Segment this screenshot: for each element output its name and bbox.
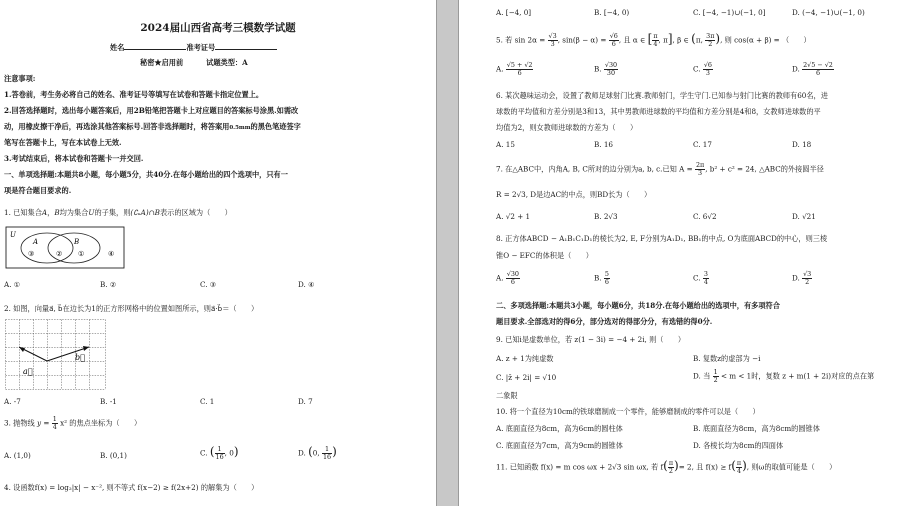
q3-option-a[interactable]: A. (1,0) (4, 451, 31, 460)
q2-vector-grid (5, 319, 107, 391)
q10-option-a[interactable]: A. 底面直径为8cm，高为6cm的圆柱体 (496, 424, 623, 433)
q5-option-a[interactable]: A. $\frac{√5 + √2}{6}$ (496, 61, 533, 77)
q1-option-c[interactable]: C. ③ (200, 280, 217, 289)
exam-page-right[interactable] (459, 0, 900, 506)
section2-heading-2: 题目要求.全部选对的得6分，部分选对的得部分分，有选错的得0分. (496, 317, 713, 326)
exam-title: 2024届山西省高考三模数学试题 (140, 22, 296, 34)
q4-stem: 4. 设函数f(x) = log₂|x| − x⁻², 则不等式 f(x−2) ≥ f(2x+2) 的解集为（ ） (4, 483, 259, 492)
q6-line-3: 均值为2，则女教师进球数的方差为（ ） (496, 123, 638, 132)
q7-option-b[interactable]: B. 2√3 (594, 212, 618, 221)
q5-option-d[interactable]: D. $\frac{2√5 - √2}{6}$ (792, 61, 833, 77)
q6-line-2: 球数的平均值和方差分别是3和13，其中男教师进球数的平均值和方差分别是4和8，女教师进球数的平 (496, 107, 821, 116)
secret-label: 秘密★启用前 (140, 58, 184, 67)
vector-b-label: b⃗ (75, 353, 85, 362)
venn-region-1: ① (78, 250, 85, 258)
q2-stem: 2. 如图，向量a⃗, b⃗在边长为1的正方形网格中的位置如图所示，则a⃗·b⃗＝（ ） (4, 304, 259, 313)
q3-fraction: $\frac{1}{4}$ (52, 415, 57, 431)
page-gutter (436, 0, 459, 506)
note-3: 3.考试结束后，将本试卷和答题卡一并交回. (4, 154, 144, 163)
q5-option-c[interactable]: C. $\frac{√6}{3}$ (693, 61, 712, 77)
q7-option-c[interactable]: C. 6√2 (693, 212, 717, 221)
q1-option-d[interactable]: D. ④ (298, 280, 315, 289)
note-2-text-b: 的黑色笔迹签字 (250, 122, 301, 131)
q1-stem: 1. 已知集合A，B均为集合U的子集，则(∁ᵤA)∩B表示的区域为（ ） (4, 208, 232, 217)
section2-heading-1: 二、多项选择题:本题共3小题，每小题6分，共18分.在每小题给出的选项中，有多项符合 (496, 301, 780, 310)
q7-option-d[interactable]: D. √21 (792, 212, 816, 221)
q6-line-1: 6. 某次趣味运动会，设置了教师足球射门比赛.教师射门，学生守门.已知参与射门比赛的教师有60名，进 (496, 91, 828, 100)
q2-option-b[interactable]: B. -1 (100, 397, 117, 406)
q5-stem: 5. 若 sin 2α = $\frac{√3}{3}$ , sin(β − α) = $\frac{√6}{6}$ , 且 α ∈ [ $\frac{\pi}{4}$ , π], β ∈ (π, $\frac{3\pi}{2}$ ), 则 cos(α + β) = （ ） (496, 31, 811, 48)
q4-option-b[interactable]: B. [−4, 0) (594, 8, 630, 17)
q10-option-d[interactable]: D. 各棱长均为8cm的四面体 (693, 441, 784, 450)
q3-option-b[interactable]: B. (0,1) (100, 451, 127, 460)
q9-option-b[interactable]: B. 复数z的虚部为 −i (693, 354, 761, 363)
q8-option-c[interactable]: C. $\frac{3}{4}$ (693, 270, 708, 286)
q1-option-b[interactable]: B. ② (100, 280, 117, 289)
q2-option-c[interactable]: C. 1 (200, 397, 215, 406)
vector-a-label: a⃗ (23, 367, 33, 376)
q6-option-a[interactable]: A. 15 (496, 140, 515, 149)
note-2-text-a: 动，用橡皮擦干净后，再选涂其他答案标号.回答非选择题时，将答案用 (4, 122, 230, 131)
q10-option-b[interactable]: B. 底面直径为8cm，高为8cm的圆锥体 (693, 424, 820, 433)
q8-line-2: 锥O − EFC的体积是（ ） (496, 251, 593, 260)
note-2-end: 笔写在答题卡上，写在本试卷上无效. (4, 138, 122, 147)
name-label: 姓名 (110, 43, 125, 52)
q3-stem: 3. 抛物线 y = $\frac{1}{4}$ x² 的焦点坐标为（ ） (4, 415, 142, 431)
q11-stem: 11. 已知函数 f(x) = m cos ωx + 2√3 sin ωx, 若 f( $\frac{\pi}{2}$ )= 2, 且 f(x) ≥ f( $\frac{\pi}{4}$ ), 则ω的取值可能是（ ） (496, 458, 837, 475)
venn-u-label: U (10, 231, 16, 239)
q7-line-2: R = 2√3, D是边AC的中点，则BD长为（ ） (496, 190, 652, 199)
type-label: 试题类型：A (206, 58, 248, 67)
q4-option-c[interactable]: C. [−4, −1)∪(−1, 0] (693, 8, 766, 17)
q8-option-a[interactable]: A. $\frac{√30}{6}$ (496, 270, 519, 286)
q7-line-1: 7. 在△ABC中，内角A, B, C所对的边分别为a, b, c.已知 A = $\frac{2\pi}{3}$ , b² + c² = 24, △ABC的外接圆半径 (496, 161, 824, 177)
q10-option-c[interactable]: C. 底面直径为7cm，高为9cm的圆锥体 (496, 441, 623, 450)
exam-page-left[interactable] (0, 0, 436, 506)
q8-option-d[interactable]: D. $\frac{√3}{2}$ (792, 270, 812, 286)
venn-a-label: A (33, 238, 39, 246)
note-1: 1.答卷前，考生务必将自己的姓名、准考证号等填写在试卷和答题卡指定位置上。 (4, 90, 264, 99)
vector-b-arrowhead (83, 346, 89, 351)
note-2-cont (4, 122, 301, 133)
q9-option-a[interactable]: A. z + 1为纯虚数 (496, 354, 554, 363)
section1-heading-1: 一、单项选择题:本题共8小题，每小题5分，共40分.在每小题给出的四个选项中，只有一 (4, 170, 288, 179)
q9-stem: 9. 已知i是虚数单位，若 z(1 − 3i) = −4 + 2i, 则（ ） (496, 335, 686, 344)
pen-size: 0.5mm (229, 125, 251, 131)
q10-stem: 10. 将一个直径为10cm的铁球磨制成一个零件，能够磨制成的零件可以是（ ） (496, 407, 760, 416)
q2-option-a[interactable]: A. -7 (4, 397, 21, 406)
q3-option-d[interactable]: D. (0, $\frac{1}{16}$ ) (298, 444, 337, 461)
q8-line-1: 8. 正方体ABCD − A₁B₁C₁D₁的棱长为2, E, F分别为A₁D₁, BB₁的中点, O为底面ABCD的中心，则三棱 (496, 234, 828, 243)
q3-option-c[interactable]: C. ( $\frac{1}{16}$ , 0) (200, 444, 239, 461)
name-blank[interactable] (124, 42, 186, 50)
q8-option-b[interactable]: B. $\frac{5}{6}$ (594, 270, 609, 286)
q6-option-d[interactable]: D. 18 (792, 140, 812, 149)
q1-option-a[interactable]: A. ① (4, 280, 21, 289)
grid-lines (6, 320, 106, 390)
notes-title: 注意事项: (4, 74, 36, 83)
name-ticket-line (110, 42, 277, 53)
venn-region-4: ④ (108, 250, 115, 258)
q2-option-d[interactable]: D. 7 (298, 397, 313, 406)
vector-a-arrowhead (19, 347, 25, 352)
section1-heading-2: 项是符合题目要求的. (4, 186, 72, 195)
venn-region-3: ③ (28, 250, 35, 258)
q6-option-c[interactable]: C. 17 (693, 140, 712, 149)
q4-option-d[interactable]: D. (−4, −1)∪(−1, 0) (792, 8, 865, 17)
q9-option-c[interactable]: C. |z̄ + 2i| = √10 (496, 373, 557, 382)
q9-option-d[interactable]: D. 当 $\frac{1}{2}$ < m < 1时，复数 z + m(1 + 2i)对应的点在第 (693, 368, 875, 384)
note-2: 2.回答选择题时，选出每小题答案后，用2B铅笔把答题卡上对应题目的答案标号涂黑.如需改 (4, 106, 299, 115)
ticket-blank[interactable] (215, 42, 277, 50)
q7-option-a[interactable]: A. √2 + 1 (496, 212, 531, 221)
q4-option-a[interactable]: A. [−4, 0] (496, 8, 532, 17)
q5-option-b[interactable]: B. $\frac{√30}{30}$ (594, 61, 618, 77)
secret-type-line (140, 58, 248, 68)
venn-region-2: ② (56, 250, 63, 258)
q6-option-b[interactable]: B. 16 (594, 140, 613, 149)
q1-venn-diagram (5, 226, 130, 270)
venn-b-label: B (74, 238, 80, 246)
venn-set-a (21, 233, 73, 263)
ticket-label: 准考证号 (186, 43, 216, 52)
q9-option-d-continued: 二象限 (496, 391, 518, 400)
